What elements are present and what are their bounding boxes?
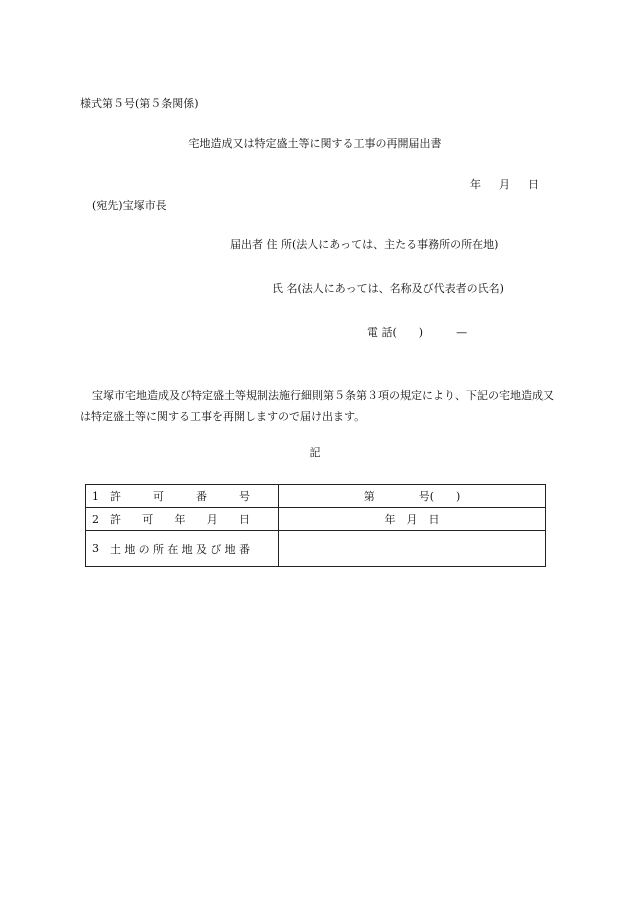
permit-number-value[interactable]: 第 号( ) [279,485,546,508]
body-text: 宝塚市宅地造成及び特定盛土等規制法施行細則第５条第３項の規定により、下記の宅地造成又は特定盛土等に関する工事を再開しますので届け出ます。 [80,389,554,423]
applicant-address-line: 届出者 住 所(法人にあっては、主たる事務所の所在地) [230,238,499,251]
date-line [470,178,539,192]
table-row [86,485,546,508]
applicant-name-line: 氏 名(法人にあっては、名称及び代表者の氏名) [272,282,504,295]
label-char: 番 [196,490,207,503]
items-table [85,484,546,567]
label-char: 及 [195,542,207,556]
label-char: 地 [181,542,193,556]
row-number: 2 [92,512,99,526]
date-day-label: 日 [528,178,539,191]
permit-date-value[interactable]: 年 月 日 [279,508,546,531]
label-char: 号 [239,490,250,503]
label-char: 所 [152,542,164,556]
applicant-phone-line: 電 話( ) — [367,326,468,339]
land-location-value[interactable] [279,531,546,567]
row-number: 1 [92,489,99,503]
date-month-label: 月 [499,178,510,191]
ki-heading: 記 [309,446,321,459]
label-char: 許 [110,490,121,503]
label-char: 在 [167,542,179,556]
land-location-label [86,531,279,567]
label-char: 可 [142,513,154,526]
table-row [86,508,546,531]
row-number: 3 [92,542,99,555]
label-char: 許 [110,513,121,526]
label-char: 可 [153,490,164,503]
table-row [86,531,546,567]
label-char: 番 [238,542,250,556]
label-char: 月 [206,513,218,526]
label-char: 地 [224,542,236,556]
label-char: 年 [174,513,186,526]
label-char: 日 [239,513,250,526]
form-number: 様式第５号(第５条関係) [80,97,199,110]
label-char: の [138,542,150,556]
document-title: 宅地造成又は特定盛土等に関する工事の再開届出書 [188,137,442,150]
date-year-label: 年 [470,178,481,191]
permit-date-label [86,508,279,531]
permit-number-label [86,485,279,508]
addressee: (宛先)宝塚市長 [92,199,167,212]
label-char: 土 [110,542,121,556]
label-char: 地 [124,542,136,556]
label-char: び [210,542,222,556]
